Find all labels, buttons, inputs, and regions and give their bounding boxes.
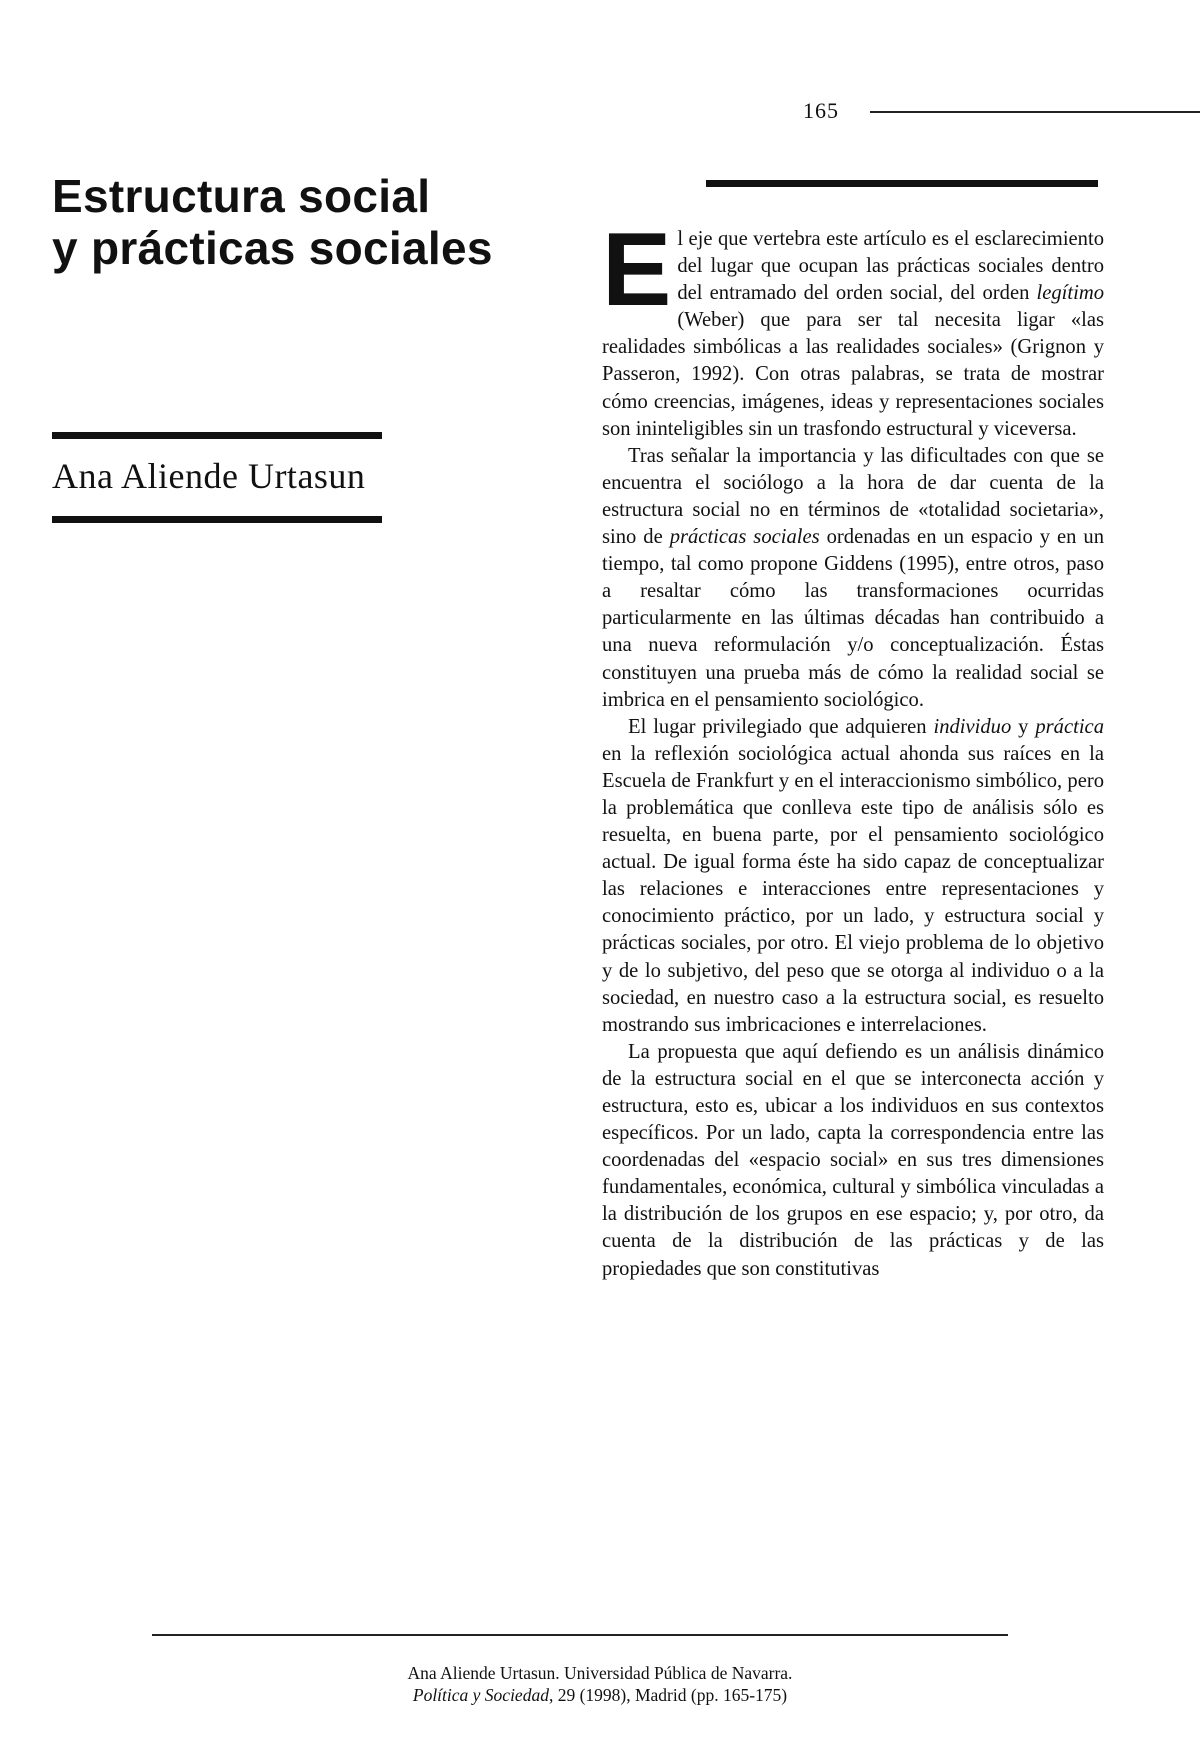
paragraph-1 xyxy=(602,212,1104,443)
paragraph-3 xyxy=(602,714,1104,1039)
paragraph-3-text-end: en la reflexión sociológica actual ahonda sus raíces en la Escuela de Frankfurt y en el interaccionismo simbólico, pero la problemática que conlleva este tipo de análisis sólo es resuelta, en buena parte, por el pensamiento sociológico actual. De igual forma éste ha sido capaz de conceptualizar las relaciones e interacciones entre representaciones y conocimiento práctico, por un lado, y estructura social y prácticas sociales, por otro. El viejo problema de lo objetivo y de lo subjetivo, del peso que se otorga al individuo o a la sociedad, en nuestro caso a la estructura social, es resuelto mostrando sus imbricaciones e interrelaciones. xyxy=(602,742,1104,1036)
footer-note xyxy=(0,1662,1200,1706)
paragraph-3-text: El lugar privilegiado que adquieren xyxy=(628,715,934,738)
article-title-line-2: y prácticas sociales xyxy=(52,222,493,274)
footer-affiliation: Ana Aliende Urtasun. Universidad Pública de Navarra. xyxy=(407,1663,793,1683)
citation-details: , 29 (1998), Madrid (pp. 165-175) xyxy=(548,1685,788,1705)
footer-citation xyxy=(0,1684,1200,1706)
article-title xyxy=(52,170,552,274)
emphasis-practicas-sociales: prácticas sociales xyxy=(669,526,820,549)
page-number: 165 xyxy=(803,98,839,123)
paragraph-4: La propuesta que aquí defiendo es un análisis dinámico de la estructura social en el que se interconecta acción y estructura, esto es, ubicar a los individuos en sus contextos específicos. Por un lado, capta la correspondencia entre las coordenadas del «espacio social» en sus tres dimensiones fundamentales, económica, cultural y simbólica vinculadas a la distribución de los grupos en ese espacio; y, por otro, da cuenta de la distribución de las prácticas y de las propiedades que son constitutivas xyxy=(602,1040,1104,1280)
column-top-rule xyxy=(706,180,1098,187)
author-rule-bottom xyxy=(52,516,382,523)
emphasis-individuo: individuo xyxy=(933,715,1012,738)
paragraph-2-text: Tras señalar la importancia y las dificultades con que se encuentra el sociólogo a la hora de dar cuenta de la estructura social no en términos de «totalidad societaria», sino de xyxy=(602,444,1104,549)
footer-rule xyxy=(152,1634,1008,1636)
paragraph-1-text: l eje que vertebra este artículo es el esclarecimiento del lugar que ocupan las prácticas sociales dentro del entramado del orden social, del orden xyxy=(677,228,1104,305)
author-rule-top xyxy=(52,432,382,439)
header-rule xyxy=(870,111,1200,113)
emphasis-practica: práctica xyxy=(1035,715,1104,738)
author-name: Ana Aliende Urtasun xyxy=(52,456,366,496)
paragraph-1-text-end: (Weber) que para ser tal necesita ligar «las realidades simbólicas a las realidades sociales» (Grignon y Passeron, 1992). Con otras palabras, se trata de mostrar cómo creencias, imágenes, ideas y representaciones sociales son ininteligibles sin un trasfondo estructural y viceversa. xyxy=(602,309,1104,440)
paragraph-2-text-end: ordenadas en un espacio y en un tiempo, tal como propone Giddens (1995), entre otros, paso a resaltar cómo las transformaciones ocurridas particularmente en las últimas décadas han contribuido a una nueva reformulación y/o conceptualización. Éstas constituyen una prueba más de cómo la realidad social se imbrica en el pensamiento sociológico. xyxy=(602,526,1104,711)
emphasis-legitimo: legítimo xyxy=(1036,282,1104,305)
article-title-line-1: Estructura social xyxy=(52,170,431,222)
paragraph-3-connector: y xyxy=(1011,715,1036,738)
article-body xyxy=(602,212,1104,1283)
journal-name: Política y Sociedad xyxy=(412,1685,549,1705)
paragraph-2 xyxy=(602,443,1104,714)
drop-cap: E xyxy=(602,212,672,328)
